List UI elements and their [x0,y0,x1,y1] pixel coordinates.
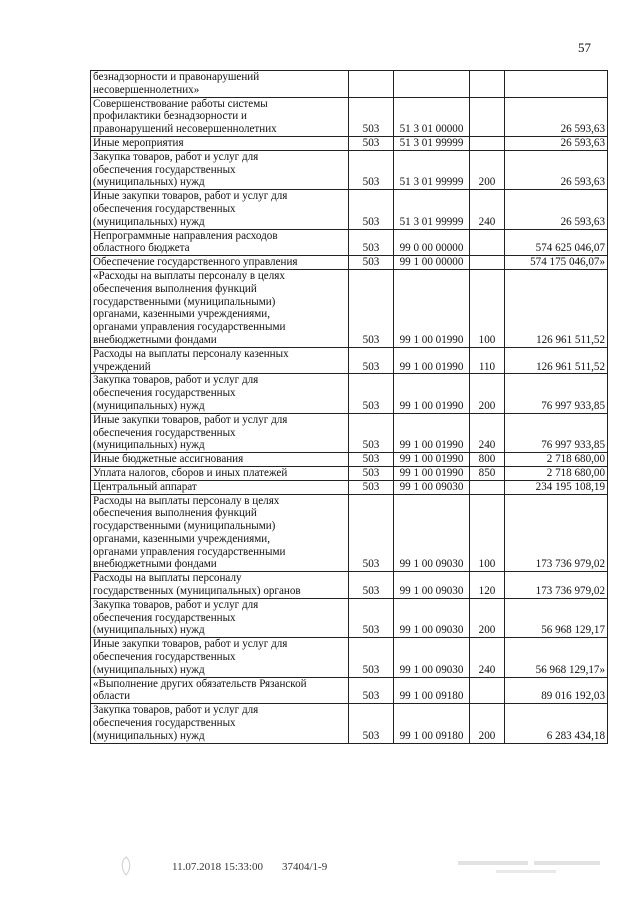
row-target-code-text: 99 1 00 01990 [399,333,464,346]
row-name-text: Уплата налогов, сборов и иных платежей [93,466,288,479]
table-row [91,453,608,467]
row-target-code [394,71,470,98]
row-expense-type-text: 200 [478,399,496,412]
scan-mark-icon [117,855,135,877]
row-amount-text: 173 736 979,02 [535,558,605,571]
row-section-text: 503 [362,729,380,742]
row-expense-type [470,466,505,480]
row-amount [505,269,608,347]
row-amount [505,572,608,599]
row-expense-type [470,572,505,599]
row-amount-text: 76 997 933,85 [541,439,605,452]
table-row [91,466,608,480]
row-amount [505,598,608,637]
row-name-text: Закупка товаров, работ и услуг для обеспечения государственных (муниципальных) нужд [93,704,259,742]
row-target-code [394,374,470,413]
row-section-text: 503 [362,256,380,269]
table-row [91,704,608,743]
row-amount [505,71,608,98]
row-expense-type [470,704,505,743]
table-row [91,638,608,677]
row-name [91,71,349,98]
row-expense-type-text: 200 [478,729,496,742]
row-section-text: 503 [362,333,380,346]
row-amount-text: 26 593,63 [560,123,605,136]
table-row [91,190,608,229]
table-row [91,229,608,256]
row-name [91,269,349,347]
row-amount [505,150,608,189]
row-expense-type [470,269,505,347]
row-amount [505,480,608,494]
footer-doc-code: 37404/1-9 [282,861,328,873]
row-target-code [394,190,470,229]
row-name [91,229,349,256]
row-target-code [394,150,470,189]
row-section [349,347,394,374]
row-name [91,677,349,704]
row-name-text: Закупка товаров, работ и услуг для обеспечения государственных (муниципальных) нужд [93,598,259,637]
row-target-code [394,229,470,256]
row-section-text: 503 [362,558,380,571]
row-target-code-text: 99 1 00 09030 [399,558,464,571]
row-expense-type [470,136,505,150]
table-row [91,413,608,452]
row-section-text: 503 [362,690,380,703]
row-target-code-text: 99 1 00 01990 [399,439,464,452]
row-name-text: Совершенствование работы системы профилактики безнадзорности и правонарушений несовершеннолетних [93,97,277,136]
row-amount [505,229,608,256]
row-name-text: Иные закупки товаров, работ и услуг для обеспечения государственных (муниципальных) нужд [93,413,288,452]
row-expense-type [470,494,505,572]
row-target-code-text: 51 3 01 99999 [399,215,464,228]
row-name [91,190,349,229]
page-number: 57 [578,40,591,55]
row-amount-text: 26 593,63 [560,176,605,189]
row-amount [505,136,608,150]
row-target-code [394,480,470,494]
row-section-text: 503 [362,399,380,412]
row-target-code-text: 99 1 00 09030 [399,663,464,676]
row-amount [505,466,608,480]
row-section-text: 503 [362,360,380,373]
row-amount-text: 2 718 680,00 [546,453,605,466]
row-expense-type [470,150,505,189]
row-section-text: 503 [362,136,380,149]
row-section [349,413,394,452]
row-name [91,413,349,452]
row-target-code-text: 99 1 00 09030 [399,585,464,598]
row-expense-type-text: 850 [478,466,496,479]
row-expense-type-text: 200 [478,176,496,189]
row-name [91,97,349,136]
row-section-text: 503 [362,663,380,676]
row-name-text: Непрограммные направления расходов областного бюджета [93,229,278,255]
row-expense-type [470,677,505,704]
row-section-text: 503 [362,624,380,637]
table-row [91,256,608,270]
row-section [349,453,394,467]
row-section-text: 503 [362,242,380,255]
row-name [91,572,349,599]
footer-timestamp: 11.07.2018 15:33:00 [172,861,263,873]
row-section [349,638,394,677]
row-section [349,97,394,136]
row-section-text: 503 [362,466,380,479]
row-section [349,466,394,480]
row-target-code-text: 99 1 00 09030 [399,624,464,637]
table-row [91,269,608,347]
row-amount-text: 126 961 511,52 [536,333,605,346]
table-row [91,136,608,150]
row-name-text: Расходы на выплаты персоналу в целях обеспечения выполнения функций государственными (муниципальными) органами, казенными учреждениями, органами управления государственными внебюджетными фондами [93,494,286,571]
row-expense-type-text: 240 [478,439,496,452]
row-target-code [394,269,470,347]
row-expense-type [470,598,505,637]
row-name-text: Иные закупки товаров, работ и услуг для обеспечения государственных (муниципальных) нужд [93,190,288,228]
row-expense-type-text: 800 [478,453,496,466]
row-section [349,229,394,256]
row-amount [505,97,608,136]
row-section [349,480,394,494]
row-amount [505,374,608,413]
row-section-text: 503 [362,123,380,136]
row-amount-text: 173 736 979,02 [535,585,605,598]
row-target-code-text: 99 1 00 01990 [399,466,464,479]
row-name-text: Закупка товаров, работ и услуг для обеспечения государственных (муниципальных) нужд [93,150,259,189]
row-target-code [394,677,470,704]
row-amount-text: 574 175 046,07» [530,256,605,269]
row-amount-text: 234 195 108,19 [535,480,605,493]
row-target-code-text: 99 1 00 09030 [399,480,464,493]
row-target-code [394,347,470,374]
row-expense-type-text: 200 [478,624,496,637]
row-target-code [394,97,470,136]
row-name-text: Обеспечение государственного управления [93,256,298,269]
row-amount-text: 56 968 129,17» [535,663,605,676]
row-target-code [394,638,470,677]
row-expense-type [470,347,505,374]
row-expense-type [470,190,505,229]
row-name [91,374,349,413]
table-row [91,374,608,413]
row-amount [505,190,608,229]
row-section [349,598,394,637]
row-target-code-text: 51 3 01 99999 [399,136,464,149]
row-amount-text: 6 283 434,18 [546,729,605,742]
row-amount [505,413,608,452]
row-section-text: 503 [362,480,380,493]
row-amount-text: 126 961 511,52 [536,360,605,373]
row-expense-type [470,480,505,494]
row-name [91,256,349,270]
row-section [349,704,394,743]
budget-table-body [91,71,608,744]
row-name-text: Иные мероприятия [93,136,184,149]
row-name-text: «Выполнение других обязательств Рязанской области [93,677,307,703]
row-section [349,572,394,599]
row-expense-type-text: 100 [478,333,496,346]
row-section-text: 503 [362,585,380,598]
row-section [349,136,394,150]
row-section [349,150,394,189]
row-section-text: 503 [362,439,380,452]
row-name [91,347,349,374]
row-expense-type-text: 240 [478,215,496,228]
row-amount-text: 56 968 129,17 [541,624,605,637]
row-target-code-text: 99 1 00 09180 [399,729,464,742]
row-expense-type [470,71,505,98]
row-amount [505,347,608,374]
row-amount-text: 26 593,63 [560,215,605,228]
row-name [91,466,349,480]
row-amount-text: 2 718 680,00 [546,466,605,479]
table-row [91,677,608,704]
row-target-code [394,136,470,150]
row-section [349,677,394,704]
row-section-text: 503 [362,176,380,189]
row-name [91,136,349,150]
row-name-text: «Расходы на выплаты персоналу в целях обеспечения выполнения функций государственными (муниципальными) органами, казенными учреждениями, органами управления государственными внебюджетными фондами [93,269,286,346]
row-name-text: Иные бюджетные ассигнования [93,453,244,466]
table-row [91,97,608,136]
row-name [91,494,349,572]
row-amount-text: 26 593,63 [560,136,605,149]
row-target-code-text: 99 1 00 01990 [399,399,464,412]
table-row [91,598,608,637]
row-section [349,269,394,347]
row-expense-type-text: 240 [478,663,496,676]
row-target-code [394,453,470,467]
row-target-code [394,494,470,572]
row-expense-type-text: 110 [478,360,496,373]
row-target-code [394,256,470,270]
row-section-text: 503 [362,453,380,466]
row-name [91,480,349,494]
row-target-code-text: 99 1 00 00000 [399,256,464,269]
row-section [349,71,394,98]
row-target-code-text: 99 1 00 01990 [399,360,464,373]
row-expense-type-text: 100 [478,558,496,571]
row-amount [505,677,608,704]
row-target-code [394,572,470,599]
row-target-code [394,704,470,743]
row-target-code-text: 99 1 00 09180 [399,690,464,703]
row-amount-text: 76 997 933,85 [541,399,605,412]
faded-stamp-icon [456,856,606,878]
row-amount [505,494,608,572]
row-name-text: Закупка товаров, работ и услуг для обеспечения государственных (муниципальных) нужд [93,374,259,412]
row-target-code-text: 51 3 01 00000 [399,123,464,136]
row-section-text: 503 [362,215,380,228]
row-name [91,598,349,637]
table-row [91,347,608,374]
row-amount [505,638,608,677]
row-target-code [394,466,470,480]
row-target-code-text: 99 1 00 01990 [399,453,464,466]
row-amount [505,256,608,270]
row-expense-type [470,413,505,452]
budget-table [90,70,608,744]
row-name [91,453,349,467]
table-row [91,150,608,189]
row-target-code-text: 51 3 01 99999 [399,176,464,189]
row-target-code-text: 99 0 00 00000 [399,242,464,255]
row-section [349,494,394,572]
row-name [91,638,349,677]
row-expense-type [470,453,505,467]
row-expense-type [470,229,505,256]
row-amount-text: 89 016 192,03 [541,690,605,703]
row-expense-type [470,256,505,270]
row-name-text: безнадзорности и правонарушений несовершеннолетних» [93,71,260,96]
row-name-text: Центральный аппарат [93,480,197,493]
row-name [91,150,349,189]
table-row [91,71,608,98]
table-row [91,480,608,494]
row-section [349,256,394,270]
row-name-text: Иные закупки товаров, работ и услуг для обеспечения государственных (муниципальных) нужд [93,638,288,676]
table-row [91,572,608,599]
table-row [91,494,608,572]
row-name [91,704,349,743]
row-name-text: Расходы на выплаты персоналу казенных учреждений [93,347,289,373]
row-amount [505,453,608,467]
row-amount [505,704,608,743]
row-section [349,374,394,413]
row-expense-type-text: 120 [478,585,496,598]
row-expense-type [470,638,505,677]
row-target-code [394,413,470,452]
row-amount-text: 574 625 046,07 [535,242,605,255]
row-expense-type [470,374,505,413]
row-section [349,190,394,229]
row-name-text: Расходы на выплаты персоналу государственных (муниципальных) органов [93,572,301,598]
row-target-code [394,598,470,637]
row-expense-type [470,97,505,136]
